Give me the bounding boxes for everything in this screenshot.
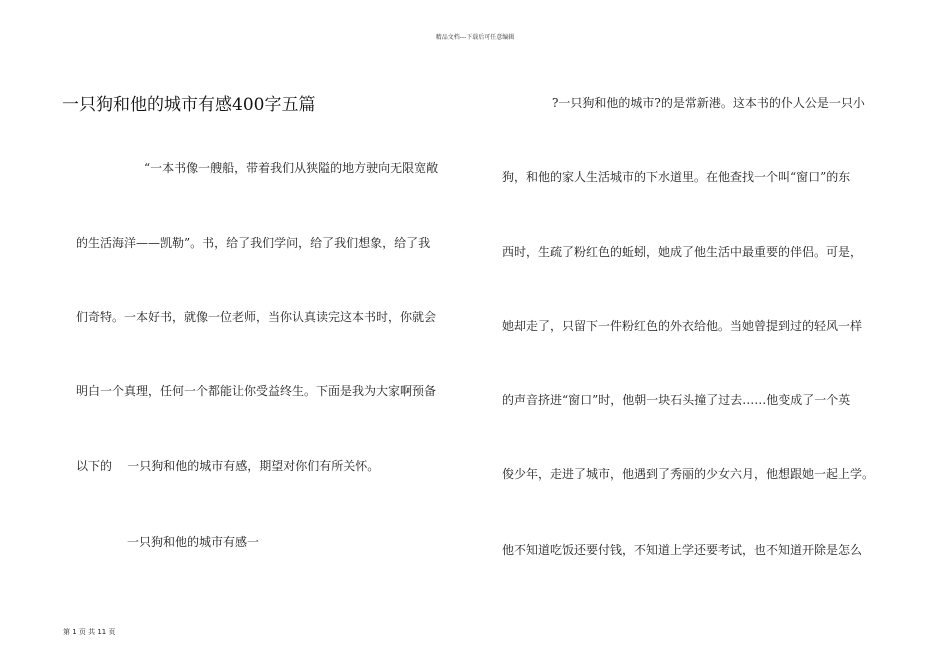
left-paragraph-line: 明白一个真理，任何一个都能让你受益终生。下面是我为大家啊预备 [76,384,437,398]
right-paragraph-line: 他不知道吃饭还要付钱，不知道上学还要考试，也不知道开除是怎么 [502,543,863,557]
right-paragraph-line: 的声音挤进“窗口”时，他朝一块石头撞了过去……他变成了一个英 [502,393,851,407]
left-paragraph-line: “一本书像一艘船，带着我们从狭隘的地方驶向无限宽敞 [144,161,439,175]
right-paragraph-line: 她却走了，只留下一件粉红色的外衣给他。当她曾提到过的轻风一样 [502,319,863,333]
page-header-note: 精品文档---下载后可任意编辑 [435,34,515,41]
left-paragraph-line: 以下的 一只狗和他的城市有感，期望对你们有所关怀。 [76,459,380,473]
document-title: 一只狗和他的城市有感400字五篇 [62,95,316,115]
right-paragraph-line: 西时，生疏了粉红色的蚯蚓，她成了他生活中最重要的伴侣。可是， [502,245,863,259]
right-paragraph-line: 狗，和他的家人生活城市的下水道里。在他查找一个叫“窗口”的东 [502,170,851,184]
right-paragraph-line: ?一只狗和他的城市?的是常新港。这本书的仆人公是一只小 [552,96,865,110]
left-paragraph-line: 们奇特。一本好书，就像一位老师，当你认真读完这本书时，你就会 [76,310,437,324]
page-number: 第 1 页 共 11 页 [63,628,116,636]
right-paragraph-line: 俊少年，走进了城市，他遇到了秀丽的少女六月，他想跟她一起上学。 [502,467,875,481]
left-paragraph-line: 的生活海洋——凯勒”。书，给了我们学问，给了我们想象，给了我 [76,236,431,250]
section-heading: 一只狗和他的城市有感一 [127,535,260,549]
